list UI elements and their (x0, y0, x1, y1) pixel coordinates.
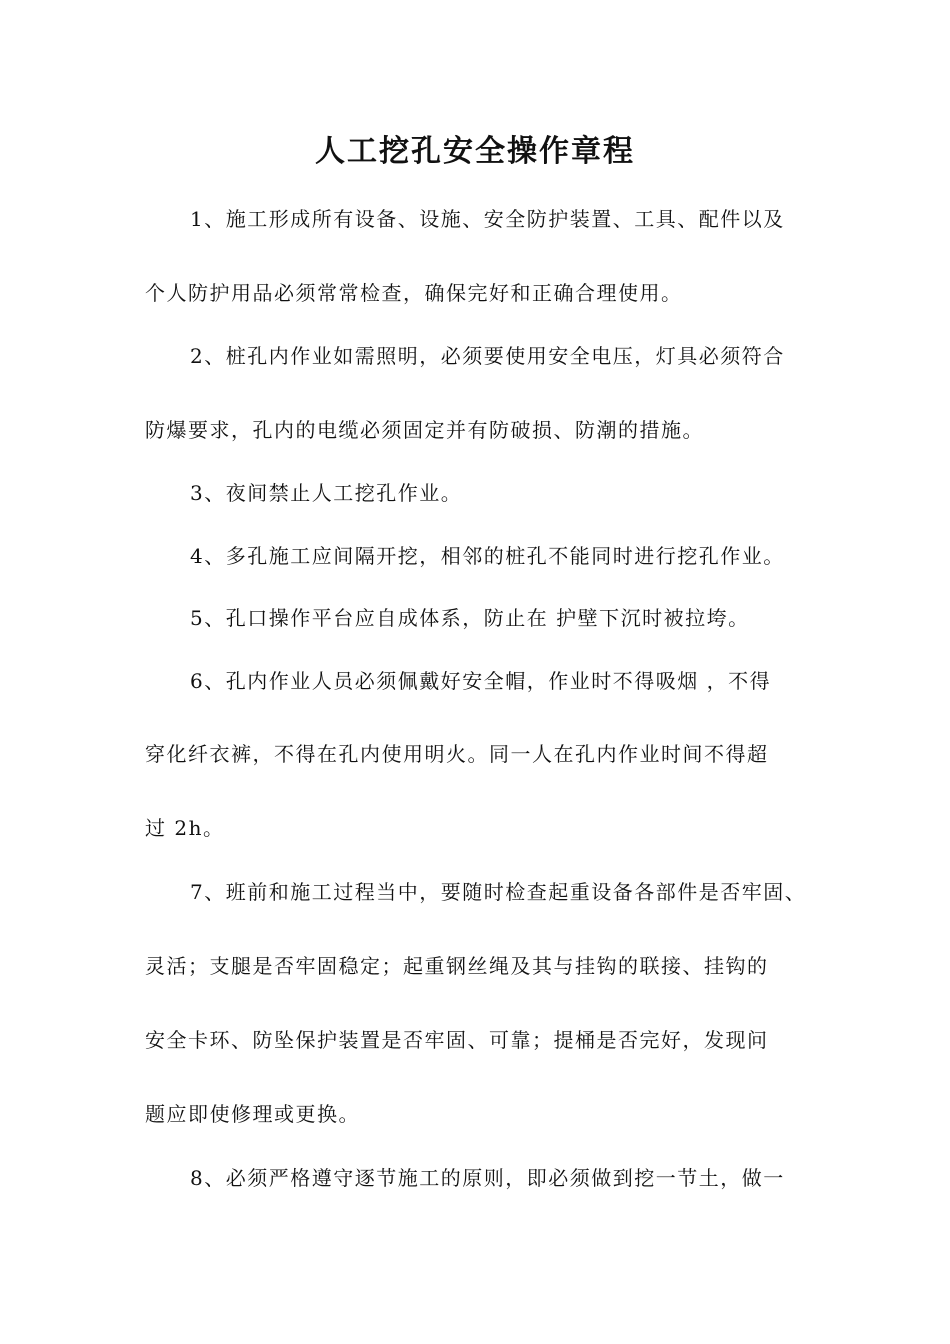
paragraph-1-line-1: 1、施工形成所有设备、设施、安全防护装置、工具、配件以及 (190, 207, 785, 231)
paragraph-6-line-2: 穿化纤衣裤，不得在孔内使用明火。同一人在孔内作业时间不得超 (145, 742, 769, 766)
paragraph-3: 3、夜间禁止人工挖孔作业。 (190, 481, 463, 505)
paragraph-6-line-1: 6、孔内作业人员必须佩戴好安全帽，作业时不得吸烟 ，不得 (190, 669, 772, 693)
paragraph-7-line-4: 题应即使修理或更换。 (145, 1102, 360, 1126)
paragraph-4: 4、多孔施工应间隔开挖，相邻的桩孔不能同时进行挖孔作业。 (190, 544, 785, 568)
paragraph-2-line-1: 2、桩孔内作业如需照明，必须要使用安全电压，灯具必须符合 (190, 344, 785, 368)
paragraph-2-line-2: 防爆要求，孔内的电缆必须固定并有防破损、防潮的措施。 (145, 418, 704, 442)
document-title: 人工挖孔安全操作章程 (315, 134, 635, 169)
paragraph-7-line-1: 7、班前和施工过程当中，要随时检查起重设备各部件是否牢固、 (190, 880, 807, 904)
paragraph-1-line-2: 个人防护用品必须常常检查，确保完好和正确合理使用。 (145, 281, 683, 305)
paragraph-5: 5、孔口操作平台应自成体系，防止在 护壁下沉时被拉垮。 (190, 606, 750, 630)
paragraph-7-line-2: 灵活；支腿是否牢固稳定；起重钢丝绳及其与挂钩的联接、挂钩的 (145, 954, 769, 978)
paragraph-8-line-1: 8、必须严格遵守逐节施工的原则，即必须做到挖一节土，做一 (190, 1166, 785, 1190)
paragraph-6-line-3: 过 2h。 (145, 816, 225, 840)
paragraph-7-line-3: 安全卡环、防坠保护装置是否牢固、可靠；提桶是否完好，发现问 (145, 1028, 769, 1052)
